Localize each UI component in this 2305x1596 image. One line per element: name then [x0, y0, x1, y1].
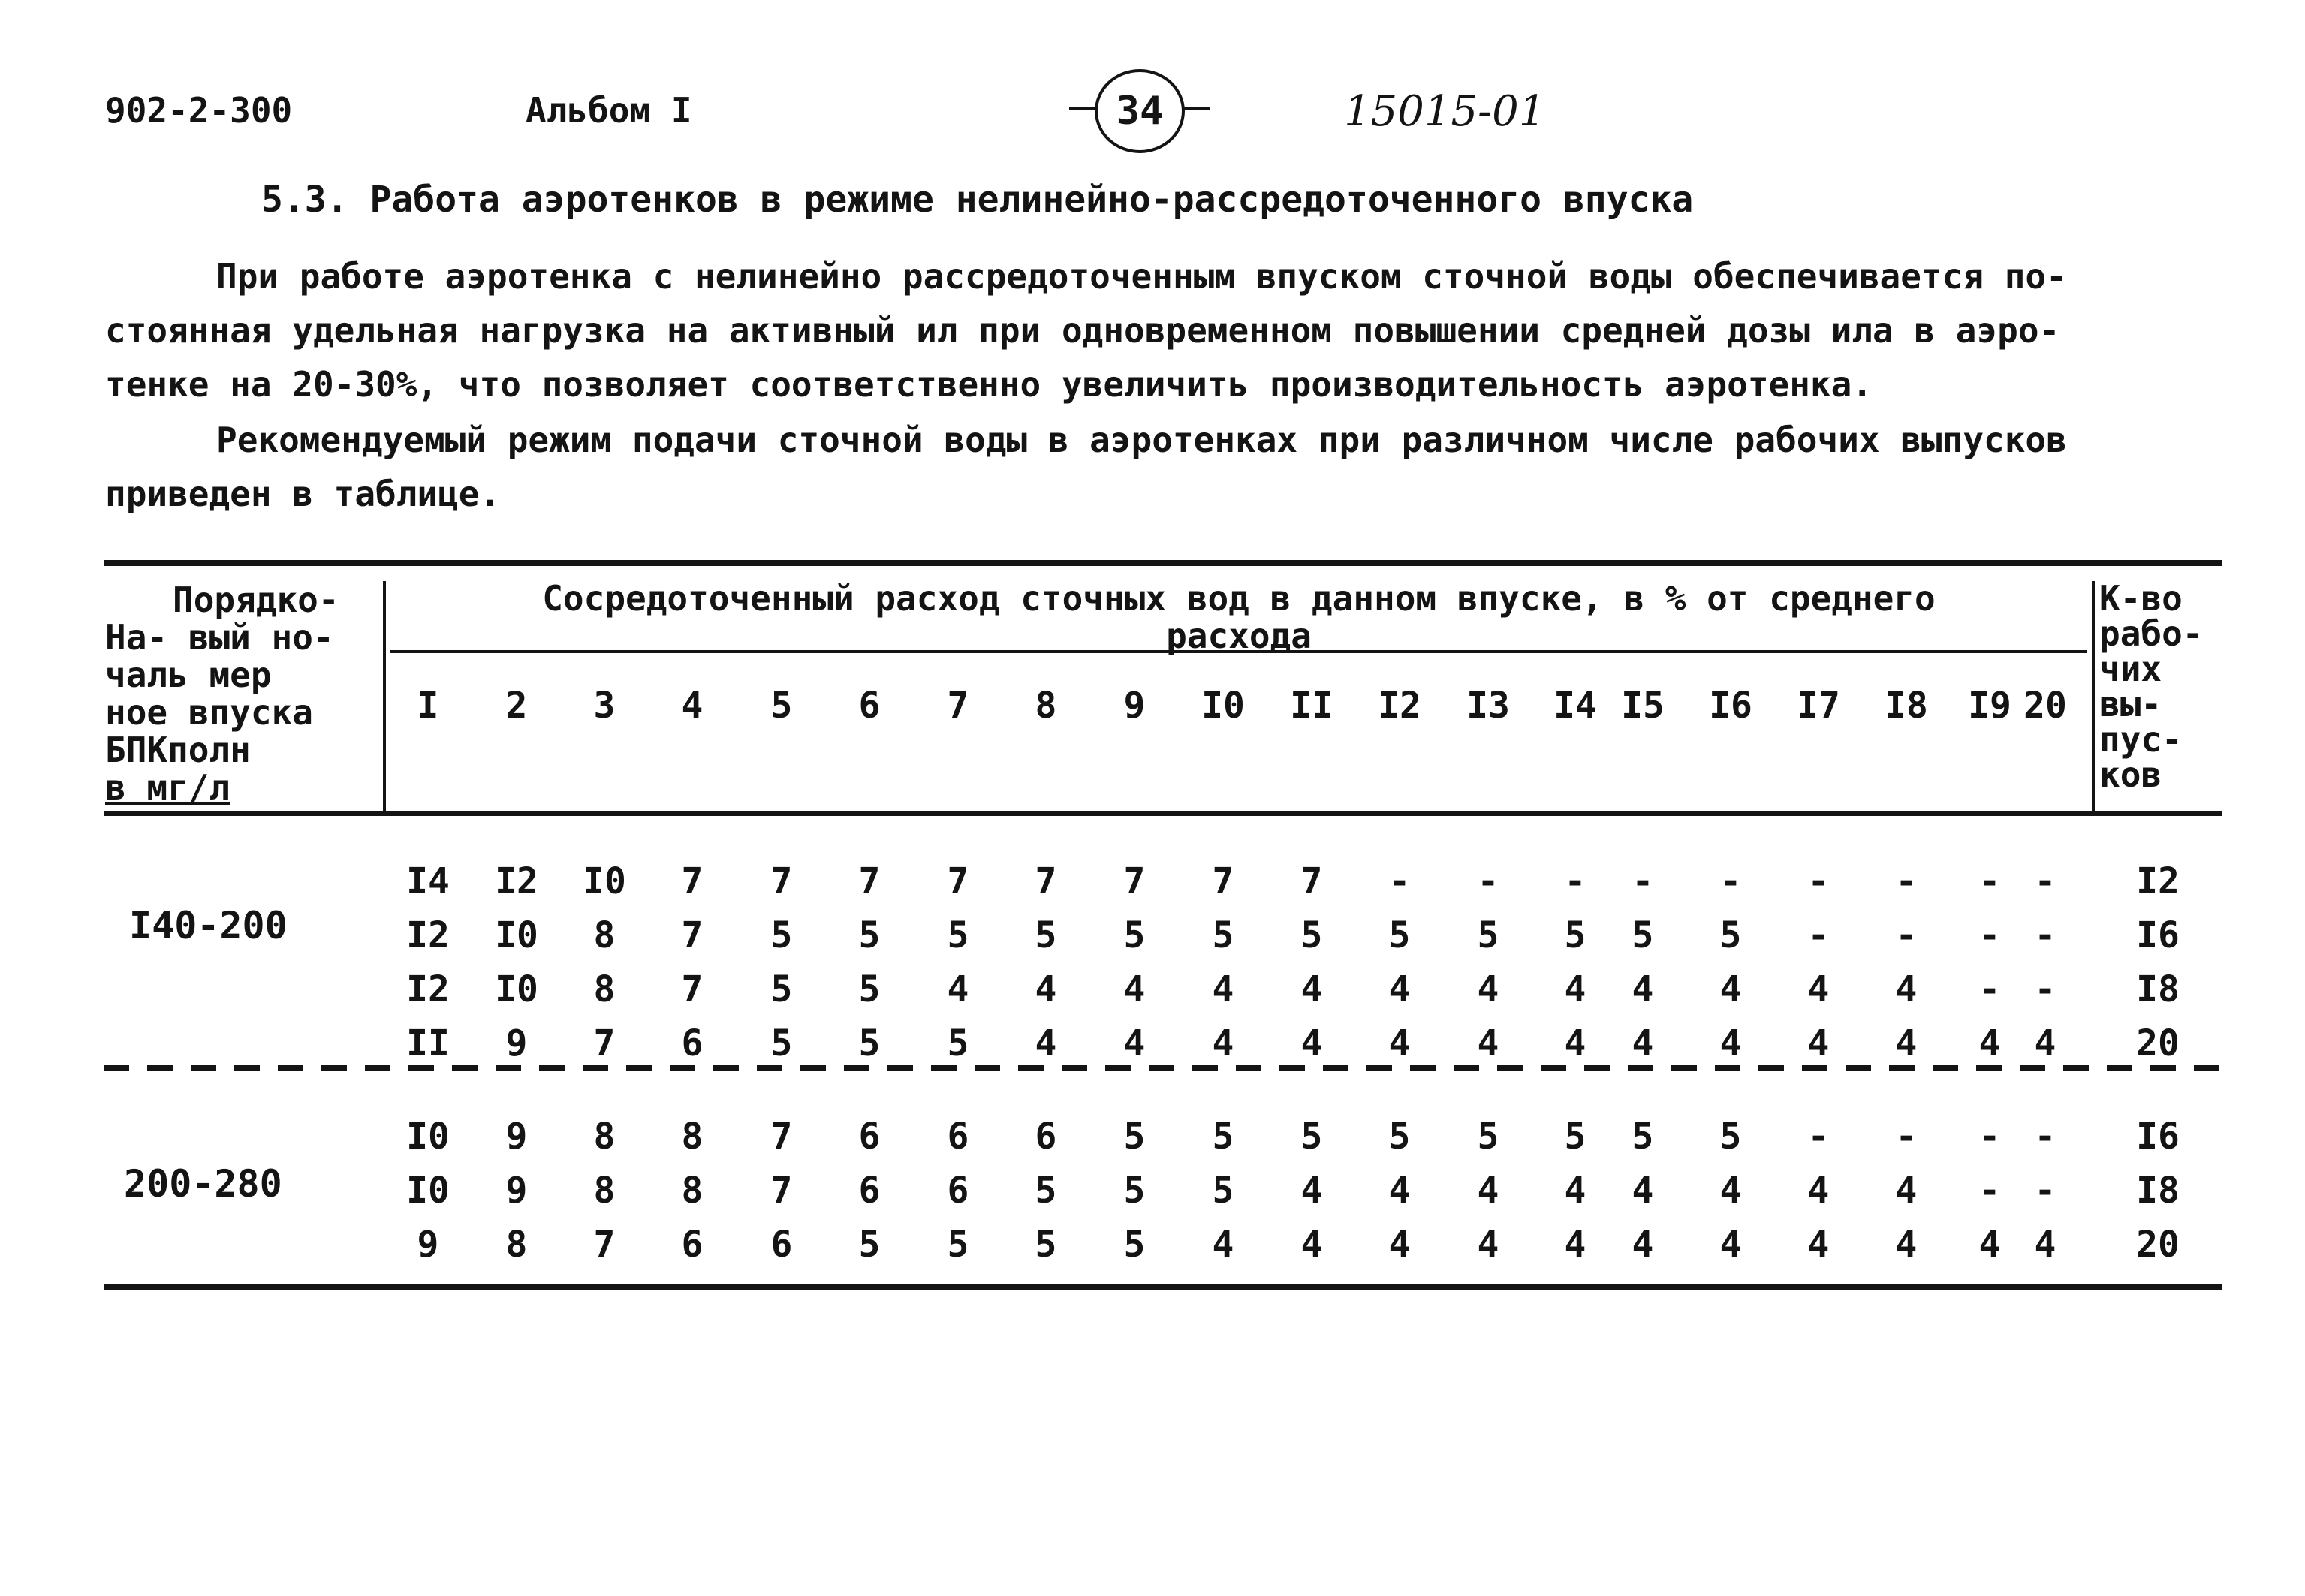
table-cell: - [2034, 914, 2056, 956]
table-cell: 6 [947, 1116, 969, 1158]
table-cell: 5 [1035, 1170, 1057, 1212]
table-cell: - [1895, 914, 1918, 956]
page-number: 34 [1095, 69, 1185, 153]
table-cell: 6 [947, 1170, 969, 1212]
table-cell: 9 [505, 1116, 528, 1158]
section-heading: 5.3. Работа аэротенков в режиме нелинейно-рассредоточенного впуска [261, 179, 1694, 221]
paragraph-2 [105, 413, 2192, 521]
column-number: I4 [1553, 685, 1597, 727]
table-cell: II [406, 1022, 450, 1065]
column-divider-left [383, 581, 386, 814]
table-cell: 5 [1388, 1116, 1411, 1158]
table-cell: 4 [1564, 1170, 1586, 1212]
table-cell: 4 [1807, 1022, 1830, 1065]
document-code: 902-2-300 [105, 90, 293, 131]
table-cell: I2 [406, 968, 450, 1010]
table-cell: 5 [858, 1022, 881, 1065]
table-cell: 5 [770, 1022, 793, 1065]
table-cell: - [1807, 860, 1830, 902]
table-cell: 4 [1632, 968, 1654, 1010]
table-cell: 7 [858, 860, 881, 902]
table-cell: 4 [1300, 1170, 1323, 1212]
table-cell: 7 [947, 860, 969, 902]
table-cell: 8 [593, 1116, 616, 1158]
col1-header [105, 581, 339, 806]
table-cell: 5 [1123, 1170, 1146, 1212]
outlet-count-cell: I2 [2136, 860, 2180, 902]
column-number: 3 [593, 685, 616, 727]
table-cell: - [1978, 968, 2001, 1010]
column-divider-right [2092, 581, 2095, 814]
table-cell: 4 [1477, 1022, 1499, 1065]
table-cell: - [1388, 860, 1411, 902]
table-cell: 4 [1477, 1224, 1499, 1266]
table-cell: 6 [681, 1224, 704, 1266]
table-cell: 5 [858, 1224, 881, 1266]
column-number: I3 [1466, 685, 1510, 727]
table-cell: 5 [1632, 914, 1654, 956]
table-cell: 5 [1123, 1224, 1146, 1266]
table-cell: 5 [947, 1224, 969, 1266]
group-separator-dashed [104, 1065, 2221, 1071]
table-cell: - [1978, 914, 2001, 956]
paragraph-1-line-1: При работе аэротенка с нелинейно рассредоточенным впуском сточной воды обеспечивается по- [216, 256, 2067, 297]
table-cell: I0 [495, 968, 538, 1010]
last-header-line: ков [2099, 754, 2162, 795]
group-label-200-280: 200-280 [124, 1162, 282, 1206]
table-cell: 4 [1895, 1022, 1918, 1065]
table-cell: - [1807, 1116, 1830, 1158]
table-cell: 4 [1035, 1022, 1057, 1065]
table-cell: 5 [1388, 914, 1411, 956]
table-cell: 4 [1300, 968, 1323, 1010]
table-cell: 5 [1300, 1116, 1323, 1158]
column-number: II [1290, 685, 1333, 727]
table-cell: 4 [1477, 1170, 1499, 1212]
table-cell: 9 [505, 1170, 528, 1212]
table-cell: 7 [770, 1170, 793, 1212]
last-header-line: рабо- [2099, 613, 2204, 654]
col1-header-line: Порядко- [173, 580, 339, 620]
table-cell: 4 [1719, 1022, 1742, 1065]
table-cell: 4 [947, 968, 969, 1010]
table-cell: 6 [858, 1170, 881, 1212]
table-cell: 4 [1807, 968, 1830, 1010]
table-cell: 4 [1978, 1022, 2001, 1065]
paragraph-2-line-1: Рекомендуемый режим подачи сточной воды в аэротенках при различном числе рабочих выпусков [216, 420, 2067, 460]
table-cell: 4 [1388, 1170, 1411, 1212]
table-cell: 7 [1035, 860, 1057, 902]
table-cell: I2 [406, 914, 450, 956]
column-number: 7 [947, 685, 969, 727]
table-cell: 5 [1212, 1170, 1234, 1212]
table-cell: 5 [858, 968, 881, 1010]
table-cell: - [1719, 860, 1742, 902]
column-number: 8 [1035, 685, 1057, 727]
column-number: I7 [1797, 685, 1840, 727]
table-cell: 4 [1978, 1224, 2001, 1266]
table-cell: 4 [1388, 1224, 1411, 1266]
paragraph-1-line-3: тенке на 20-30%, что позволяет соответственно увеличить производительность аэротенка. [105, 364, 1873, 405]
table-cell: 4 [1564, 968, 1586, 1010]
col1-header-line: На- вый но- [105, 617, 334, 658]
table-cell: - [1978, 860, 2001, 902]
col1-header-line: чаль мер [105, 655, 272, 695]
table-cell: 5 [1212, 1116, 1234, 1158]
table-cell: 5 [1300, 914, 1323, 956]
table-cell: 5 [1123, 914, 1146, 956]
col1-header-line: ное впуска [105, 692, 313, 733]
table-cell: 6 [770, 1224, 793, 1266]
table-cell: 5 [1035, 914, 1057, 956]
table-cell: 4 [1123, 968, 1146, 1010]
table-cell: 7 [681, 860, 704, 902]
table-cell: 4 [1719, 1170, 1742, 1212]
table-cell: 7 [681, 968, 704, 1010]
table-cell: 4 [1807, 1170, 1830, 1212]
table-cell: 5 [947, 1022, 969, 1065]
column-number: I9 [1968, 685, 2011, 727]
table-bottom-rule [104, 1284, 2222, 1290]
outlet-count-cell: I8 [2136, 1170, 2180, 1212]
table-cell: - [1632, 860, 1654, 902]
col1-header-line: БПКполн [105, 730, 251, 770]
last-header-line: вы- [2099, 684, 2162, 724]
table-cell: 8 [681, 1170, 704, 1212]
outlet-count-cell: I6 [2136, 1116, 2180, 1158]
column-number: I8 [1885, 685, 1928, 727]
table-cell: 7 [593, 1224, 616, 1266]
table-cell: 4 [1807, 1224, 1830, 1266]
table-cell: 8 [593, 968, 616, 1010]
table-cell: 5 [1564, 1116, 1586, 1158]
album-label: Альбом I [526, 90, 692, 131]
table-cell: 4 [1477, 968, 1499, 1010]
last-header-line: пус- [2099, 719, 2183, 760]
table-cell: - [2034, 860, 2056, 902]
col1-header-line: в мг/л [105, 767, 230, 808]
paragraph-2-line-2: приведен в таблице. [105, 474, 501, 514]
outlet-count-cell: I6 [2136, 914, 2180, 956]
table-cell: 7 [1123, 860, 1146, 902]
table-cell: 8 [505, 1224, 528, 1266]
table-cell: 5 [1035, 1224, 1057, 1266]
table-cell: 5 [1719, 914, 1742, 956]
table-cell: 8 [681, 1116, 704, 1158]
column-number: 4 [681, 685, 704, 727]
table-cell: - [2034, 968, 2056, 1010]
column-number: I5 [1621, 685, 1665, 727]
table-cell: 4 [1212, 1224, 1234, 1266]
table-cell: 5 [1564, 914, 1586, 956]
table-cell: 4 [1719, 968, 1742, 1010]
table-cell: 4 [1719, 1224, 1742, 1266]
table-cell: 4 [1035, 968, 1057, 1010]
last-header-line: чих [2099, 649, 2162, 689]
group-label-140-200: I40-200 [129, 904, 288, 947]
column-number: I2 [1378, 685, 1421, 727]
table-cell: 7 [681, 914, 704, 956]
table-cell: 8 [593, 914, 616, 956]
table-cell: 5 [1212, 914, 1234, 956]
table-cell: 4 [1212, 1022, 1234, 1065]
table-cell: 4 [1388, 968, 1411, 1010]
table-cell: 6 [1035, 1116, 1057, 1158]
table-cell: 5 [1123, 1116, 1146, 1158]
table-cell: I0 [406, 1170, 450, 1212]
table-cell: 4 [1300, 1224, 1323, 1266]
column-number: 5 [770, 685, 793, 727]
table-cell: 4 [1564, 1224, 1586, 1266]
page-number-dash-right [1183, 107, 1210, 110]
table-cell: 4 [2034, 1022, 2056, 1065]
table-cell: 4 [1632, 1022, 1654, 1065]
table-cell: 9 [505, 1022, 528, 1065]
paragraph-1-line-2: стоянная удельная нагрузка на активный ил при одновременном повышении средней дозы ила в аэро- [105, 310, 2060, 351]
column-number: 9 [1123, 685, 1146, 727]
table-cell: 4 [1632, 1224, 1654, 1266]
table-cell: 4 [1564, 1022, 1586, 1065]
table-cell: 4 [1895, 1224, 1918, 1266]
table-top-rule [104, 560, 2222, 566]
table-cell: 7 [1300, 860, 1323, 902]
group-header-line: расхода [1166, 616, 1312, 656]
table-cell: 5 [1477, 1116, 1499, 1158]
table-cell: 6 [858, 1116, 881, 1158]
group-header [390, 580, 2087, 655]
table-cell: - [1895, 860, 1918, 902]
group-header-line: Сосредоточенный расход сточных вод в данном впуске, в % от среднего [542, 578, 1936, 619]
table-cell: 5 [1632, 1116, 1654, 1158]
column-number: 2 [505, 685, 528, 727]
table-cell: 7 [1212, 860, 1234, 902]
table-cell: I0 [495, 914, 538, 956]
paragraph-1 [105, 249, 2192, 411]
table-cell: 6 [681, 1022, 704, 1065]
outlet-count-header [2099, 578, 2204, 795]
table-cell: 5 [770, 914, 793, 956]
table-cell: 7 [593, 1022, 616, 1065]
column-number: 6 [858, 685, 881, 727]
table-cell: 5 [770, 968, 793, 1010]
table-cell: - [1564, 860, 1586, 902]
table-cell: 8 [593, 1170, 616, 1212]
handwritten-code: 15015-01 [1344, 87, 1546, 136]
table-cell: 5 [1719, 1116, 1742, 1158]
table-cell: I0 [406, 1116, 450, 1158]
last-header-line: К-во [2099, 578, 2183, 619]
table-cell: 4 [1632, 1170, 1654, 1212]
table-cell: - [2034, 1116, 2056, 1158]
table-cell: - [2034, 1170, 2056, 1212]
table-cell: - [1895, 1116, 1918, 1158]
table-cell: - [1978, 1116, 2001, 1158]
outlet-count-cell: I8 [2136, 968, 2180, 1010]
table-cell: 7 [770, 1116, 793, 1158]
table-cell: - [1477, 860, 1499, 902]
table-cell: 4 [1388, 1022, 1411, 1065]
column-number: I [417, 685, 439, 727]
table-cell: 4 [1895, 1170, 1918, 1212]
table-cell: 9 [417, 1224, 439, 1266]
table-cell: - [1978, 1170, 2001, 1212]
column-number: I6 [1709, 685, 1752, 727]
table-cell: 5 [1477, 914, 1499, 956]
table-cell: 4 [1895, 968, 1918, 1010]
outlet-count-cell: 20 [2136, 1224, 2180, 1266]
table-cell: I0 [583, 860, 626, 902]
table-cell: 5 [947, 914, 969, 956]
column-number: 20 [2023, 685, 2067, 727]
table-cell: 4 [1123, 1022, 1146, 1065]
header-bottom-rule [104, 811, 2222, 816]
table-cell: 4 [1212, 968, 1234, 1010]
table-cell: I4 [406, 860, 450, 902]
outlet-count-cell: 20 [2136, 1022, 2180, 1065]
table-cell: 7 [770, 860, 793, 902]
table-cell: - [1807, 914, 1830, 956]
page-number-dash-left [1069, 107, 1096, 110]
table-cell: I2 [495, 860, 538, 902]
table-cell: 4 [1300, 1022, 1323, 1065]
table-cell: 4 [2034, 1224, 2056, 1266]
column-number: I0 [1201, 685, 1245, 727]
table-cell: 5 [858, 914, 881, 956]
